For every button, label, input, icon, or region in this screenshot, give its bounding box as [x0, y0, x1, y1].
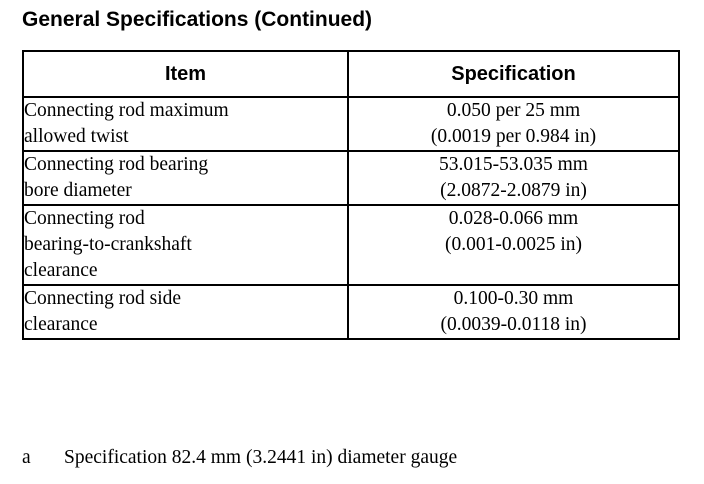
- cell-item: [23, 205, 348, 285]
- specifications-table: [22, 50, 680, 340]
- cell-text-line: Connecting rod side: [24, 288, 182, 309]
- cell-item: [23, 151, 348, 205]
- cell-text-line: (0.0039-0.0118 in): [440, 314, 587, 335]
- cell-text-line: 0.050 per 25 mm: [446, 100, 581, 121]
- table-row: [23, 285, 679, 339]
- cell-text-line: 53.015-53.035 mm: [439, 154, 588, 175]
- cell-specification: [348, 205, 679, 285]
- cell-text-line: (0.001-0.0025 in): [444, 234, 583, 255]
- cell-specification: [348, 97, 679, 151]
- column-header-item: Item: [23, 51, 348, 97]
- page-title: General Specifications (Continued): [22, 8, 373, 31]
- table-header-row: [23, 51, 679, 97]
- cell-text-line: clearance: [24, 260, 98, 281]
- cell-text-line: (0.0019 per 0.984 in): [430, 126, 597, 147]
- cell-text-line: 0.028-0.066 mm: [448, 208, 579, 229]
- cell-text-line: clearance: [24, 314, 98, 335]
- cell-text-line: Connecting rod: [24, 208, 145, 229]
- footnote: [22, 446, 457, 470]
- cell-text-line: bore diameter: [24, 180, 132, 201]
- cell-text-line: (2.0872-2.0879 in): [440, 180, 587, 201]
- table-row: [23, 205, 679, 285]
- cell-specification: [348, 151, 679, 205]
- cell-text-line: bearing-to-crankshaft: [24, 234, 192, 255]
- cell-specification: [348, 285, 679, 339]
- cell-item: [23, 285, 348, 339]
- cell-text-line: 0.100-0.30 mm: [453, 288, 574, 309]
- table-row: [23, 151, 679, 205]
- cell-text-line: allowed twist: [24, 126, 129, 147]
- footnote-text: Specification 82.4 mm (3.2441 in) diameter gauge: [64, 447, 458, 468]
- column-header-specification: Specification: [348, 51, 679, 97]
- cell-text-line: Connecting rod bearing: [24, 154, 209, 175]
- table-row: [23, 97, 679, 151]
- footnote-marker: a: [22, 447, 31, 468]
- cell-item: [23, 97, 348, 151]
- cell-text-line: Connecting rod maximum: [24, 100, 229, 121]
